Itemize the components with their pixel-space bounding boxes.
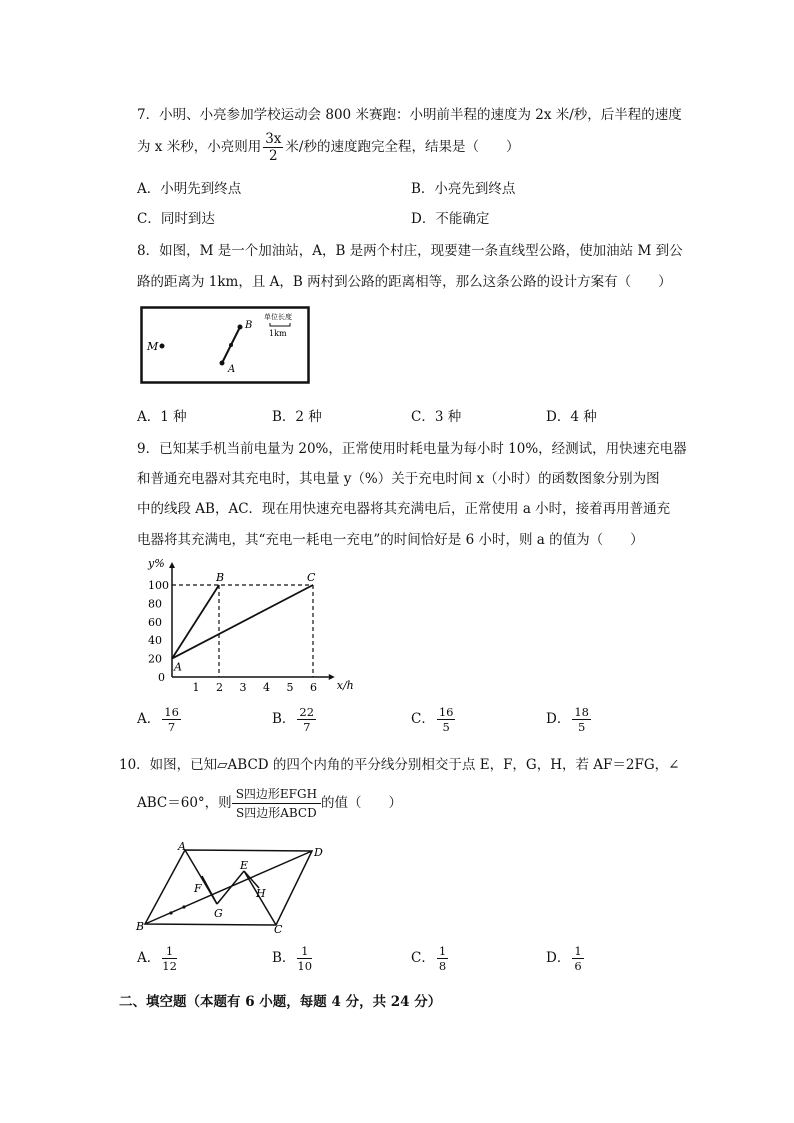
q8-option-a[interactable]: A．1 种 <box>137 409 187 425</box>
q8-line2: 路的距离为 1km，且 A，B 两村到公路的距离相等，那么这条公路的设计方案有（ ） <box>137 274 672 290</box>
q10-option-c-den: 8 <box>438 959 447 973</box>
q10-option-c-fraction <box>437 944 448 973</box>
q10-option-a-num: 1 <box>162 944 177 959</box>
q9-x-tick-2: 2 <box>216 681 223 694</box>
q10-label-h: H <box>256 887 266 900</box>
q7-line1: 7．小明、小亮参加学校运动会 800 米赛跑：小明前半程的速度为 2x 米/秒，后半程的速度 <box>137 107 682 123</box>
q8-option-b[interactable]: B．2 种 <box>272 409 322 425</box>
q9-x-tick-6: 6 <box>310 681 317 694</box>
q9-line4: 电器将其充满电，其“充电一耗电一充电”的时间恰好是 6 小时，则 a 的值为（ ） <box>137 532 644 548</box>
q10-option-d-den: 6 <box>574 959 582 973</box>
q10-option-b-letter: B． <box>272 950 296 966</box>
q10-label-d: D <box>314 846 323 859</box>
q10-option-c-letter: C． <box>411 950 435 966</box>
q10-label-c: C <box>274 923 283 936</box>
q8-figure <box>140 306 310 384</box>
q9-line3: 中的线段 AB，AC．现在用快速充电器将其充满电后，正常使用 a 小时，接着再用普通充 <box>137 501 671 517</box>
q10-option-d-letter: D． <box>546 950 571 966</box>
q9-y-label: y% <box>148 557 165 570</box>
q10-option-b-den: 10 <box>297 959 313 973</box>
q8-unit-bar <box>270 323 290 326</box>
q7-option-b[interactable]: B．小亮先到终点 <box>411 181 516 197</box>
q10-option-b-num: 1 <box>297 944 312 959</box>
q10-figure <box>134 836 334 936</box>
q10-label-e: E <box>240 859 249 872</box>
q9-option-a-num: 16 <box>164 705 179 719</box>
q9-line2: 和普通充电器对其充电时，其电量 y（%）关于充电时间 x（小时）的函数图象分别为图 <box>137 471 660 487</box>
q10-option-a[interactable] <box>137 944 179 973</box>
q9-origin-label: 0 <box>158 671 165 684</box>
q9-option-c-den: 5 <box>442 720 450 734</box>
q9-option-d-den: 5 <box>577 720 586 734</box>
q9-y-arrow <box>169 562 175 568</box>
q8-option-c[interactable]: C．3 种 <box>411 409 462 425</box>
q9-option-b-den: 7 <box>303 720 311 734</box>
q9-option-c-letter: C． <box>411 711 435 727</box>
q9-chart <box>140 556 354 696</box>
q10-option-c-num: 1 <box>438 944 447 958</box>
q9-option-a-letter: A． <box>137 711 161 727</box>
q9-option-b-fraction <box>297 705 316 734</box>
q10-line2-pre: ABC＝60°，则 <box>137 795 232 811</box>
q10-tick-1 <box>169 911 172 914</box>
q8-line1: 8．如图，M 是一个加油站，A，B 是两个村庄，现要建一条直线型公路，使加油站 M 到公 <box>137 243 683 259</box>
q10-label-f: F <box>194 882 202 895</box>
q7-line2-post: 米/秒的速度跑完全程，结果是（ ） <box>285 139 520 155</box>
q10-label-a: A <box>178 840 186 853</box>
q10-line2 <box>137 785 402 822</box>
q9-x-tick-4: 4 <box>263 681 270 694</box>
q9-option-b[interactable] <box>272 705 318 734</box>
q10-label-b: B <box>136 920 145 933</box>
q8-label-b: B <box>245 320 253 331</box>
q10-line2-post: 的值（ ） <box>321 795 403 811</box>
q8-midpoint <box>229 343 233 347</box>
q10-option-d[interactable] <box>546 944 586 973</box>
q9-point-label-a: A <box>174 660 182 674</box>
q9-x-tick-5: 5 <box>286 681 294 694</box>
q9-option-d-letter: D． <box>546 711 571 727</box>
q9-option-d-num: 18 <box>574 705 589 719</box>
q9-option-b-num: 22 <box>299 705 315 719</box>
q9-option-a-den: 7 <box>167 720 176 734</box>
q9-x-tick-3: 3 <box>239 681 247 694</box>
q10-option-c[interactable] <box>411 944 450 973</box>
q9-series-ac <box>172 585 313 659</box>
q10-line1: 10．如图，已知▱ABCD 的四个内角的平分线分别相交于点 E，F，G，H，若 AF＝2FG，∠ <box>119 757 680 773</box>
q10-option-b-fraction <box>297 944 312 973</box>
q10-area-fraction <box>232 785 321 822</box>
q8-point-b <box>238 325 243 330</box>
q10-tick-2 <box>182 905 185 908</box>
q8-option-d[interactable]: D．4 种 <box>546 409 597 425</box>
q9-option-c-num: 16 <box>438 705 454 719</box>
q8-unit-value: 1km <box>269 329 287 338</box>
q9-x-label: x/h <box>336 679 354 692</box>
q7-line2 <box>137 131 519 164</box>
q9-option-d[interactable] <box>546 705 593 734</box>
q10-side-ge <box>217 871 244 904</box>
q7-line2-pre: 为 x 米秒，小亮则用 <box>137 139 262 155</box>
q10-option-b[interactable] <box>272 944 314 973</box>
q10-frac-den: S四边形ABCD <box>236 806 317 820</box>
q9-y-tick-40: 40 <box>148 634 162 648</box>
q9-point-label-b: B <box>216 571 225 584</box>
q9-x-tick-1: 1 <box>192 681 200 694</box>
q10-option-a-fraction <box>162 944 177 973</box>
q9-line1: 9．已知某手机当前电量为 20%，正常使用时耗电量为每小时 10%，经测试，用快速充电器 <box>137 441 687 457</box>
section-2-title: 二、填空题（本题有 6 小题，每题 4 分，共 24 分） <box>119 994 442 1010</box>
q9-y-tick-80: 80 <box>148 597 162 611</box>
q7-option-a[interactable]: A．小明先到终点 <box>137 181 242 197</box>
q9-y-tick-100: 100 <box>148 579 169 592</box>
q10-option-a-letter: A． <box>137 950 161 966</box>
q7-fraction <box>263 131 283 164</box>
q8-unit-title: 单位长度 <box>264 313 292 321</box>
q9-y-tick-60: 60 <box>148 615 162 629</box>
q9-option-a-fraction <box>162 705 181 734</box>
q9-option-b-letter: B． <box>272 711 296 727</box>
q10-side-fg <box>202 876 217 904</box>
q7-option-c[interactable]: C．同时到达 <box>137 211 215 227</box>
q8-label-m: M <box>147 340 159 353</box>
q7-frac-num: 3x <box>265 131 282 147</box>
q10-option-d-num: 1 <box>574 944 582 958</box>
q7-frac-den: 2 <box>269 148 278 164</box>
q9-option-c-fraction <box>437 705 456 734</box>
q9-point-label-c: C <box>307 571 316 584</box>
q8-label-a: A <box>228 364 236 375</box>
q10-frac-num: S四边形EFGH <box>232 785 321 804</box>
q10-label-g: G <box>214 907 223 920</box>
q9-series-ab <box>172 585 219 659</box>
q8-point-m <box>160 344 165 349</box>
q9-option-d-fraction <box>572 705 591 734</box>
q9-y-tick-20: 20 <box>148 652 162 666</box>
q9-option-c[interactable] <box>411 705 457 734</box>
q8-point-a <box>220 361 225 366</box>
q9-x-arrow <box>329 674 335 680</box>
q7-option-d[interactable]: D．不能确定 <box>411 211 490 227</box>
q10-option-a-den: 12 <box>162 959 177 973</box>
q10-option-d-fraction <box>572 944 583 973</box>
q9-option-a[interactable] <box>137 705 183 734</box>
